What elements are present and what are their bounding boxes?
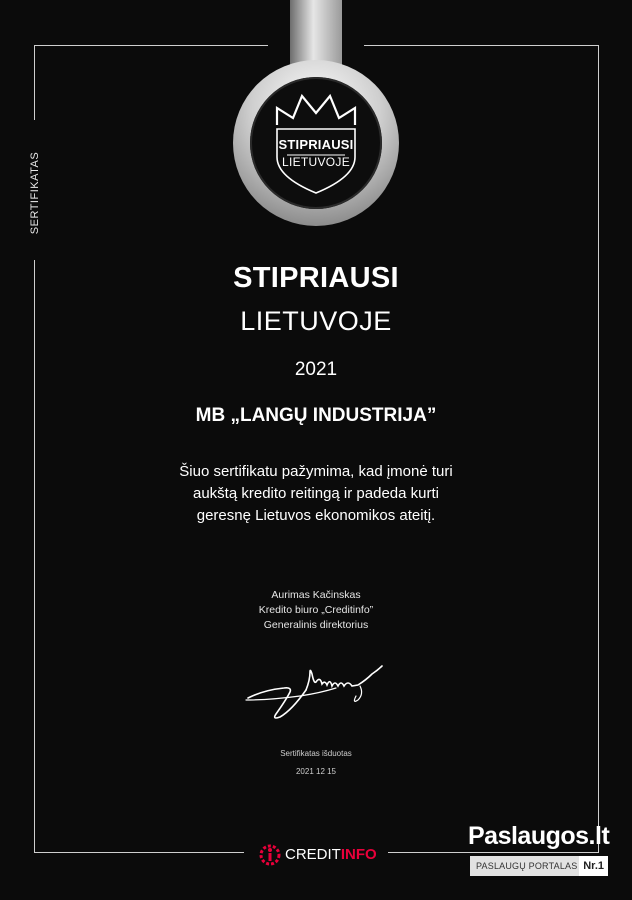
watermark-bar [470, 856, 608, 876]
signer-organization: Kredito biuro „Creditinfo” [258, 604, 374, 616]
certificate-statement [150, 461, 482, 527]
statement-line: geresnę Lietuvos ekonomikos ateitį. [196, 507, 436, 524]
watermark-title: Paslaugos.lt [468, 822, 610, 850]
logo-part-credit: CREDIT [285, 846, 341, 863]
certificate-subtitle: LIETUVOJE [240, 306, 392, 336]
company-name: MB „LANGŲ INDUSTRIJA” [195, 405, 437, 426]
badge-subtitle: LIETUVOJE [281, 155, 351, 169]
issued-label: Sertifikatas išduotas [280, 749, 352, 758]
certificate-year: 2021 [294, 359, 338, 380]
creditinfo-i-icon [259, 843, 281, 867]
watermark-badge: Nr.1 [579, 856, 608, 876]
signer-role: Generalinis direktorius [263, 619, 369, 631]
statement-line: Šiuo sertifikatu pažymima, kad įmonė turi [179, 463, 453, 480]
certificate-title: STIPRIAUSI [233, 262, 399, 294]
logo-part-info: INFO [340, 846, 377, 863]
issued-date: 2021 12 15 [295, 767, 337, 776]
watermark-subtitle: PASLAUGŲ PORTALAS [476, 861, 578, 871]
statement-line: aukštą kredito reitingą ir padeda kurti [193, 485, 439, 502]
creditinfo-logo [285, 846, 377, 863]
signer-name: Aurimas Kačinskas [271, 589, 361, 601]
signer-block [0, 588, 632, 633]
signature [240, 660, 390, 722]
badge-title: STIPRIAUSI [278, 137, 354, 152]
side-label: SERTIFIKATAS [29, 151, 41, 235]
